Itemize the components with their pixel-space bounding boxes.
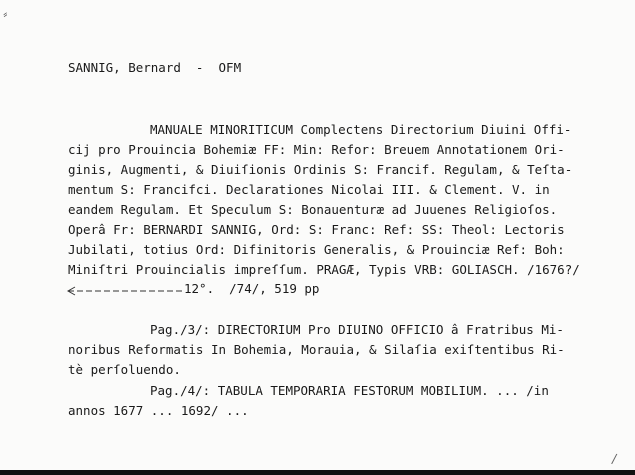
title-line-1: MANUALE MINORITICUM Complectens Directorium Diuini Offi- bbox=[150, 122, 572, 137]
title-line-8: Miniſtri Prouincialis impreſſum. PRAGÆ, Typis VRB: GOLIASCH. /1676?/ bbox=[68, 262, 580, 277]
pag4-line-2: annos 1677 ... 1692/ ... bbox=[68, 403, 249, 418]
title-line-6: Operâ Fr: BERNARDI SANNIG, Ord: S: Franc: Ref: SS: Theol: Lectoris bbox=[68, 222, 565, 237]
pag4-line-1: Pag./4/: TABULA TEMPORARIA FESTORUM MOBILIUM. ... /in bbox=[150, 383, 549, 398]
title-line-5: eandem Regulam. Et Speculum S: Bonauenturæ ad Juuenes Religioſos. bbox=[68, 202, 558, 217]
arrow-left-icon bbox=[66, 286, 184, 296]
scan-bottom-edge bbox=[0, 470, 635, 475]
format-line: 12°. /74/, 519 pp bbox=[184, 281, 320, 296]
title-line-2: cij pro Prouincia Bohemiæ FF: Min: Refor: Breuem Annotationem Ori- bbox=[68, 142, 565, 157]
title-line-4: mentum S: Francifci. Declarationes Nicolai III. & Clement. V. in bbox=[68, 182, 550, 197]
pag3-line-1: Pag./3/: DIRECTORIUM Pro DIUINO OFFICIO â Fratribus Mi- bbox=[150, 322, 564, 337]
corner-handwritten-mark-bottom: / bbox=[610, 451, 618, 468]
title-line-7: Jubilati, totius Ord: Difinitoris Generalis, & Prouinciæ Ref: Boh: bbox=[68, 242, 565, 257]
pag3-line-2: noribus Reformatis In Bohemia, Morauia, & Silaſia exiſtentibus Ri- bbox=[68, 342, 565, 357]
pag3-line-3: tè perſoluendo. bbox=[68, 362, 181, 377]
card-heading: SANNIG, Bernard - OFM bbox=[68, 60, 242, 75]
title-line-3: ginis, Augmenti, & Diuiſionis Ordinis S: Francif. Regulam, & Teſta- bbox=[68, 162, 573, 177]
corner-handwritten-mark: ⸗ bbox=[2, 6, 9, 23]
